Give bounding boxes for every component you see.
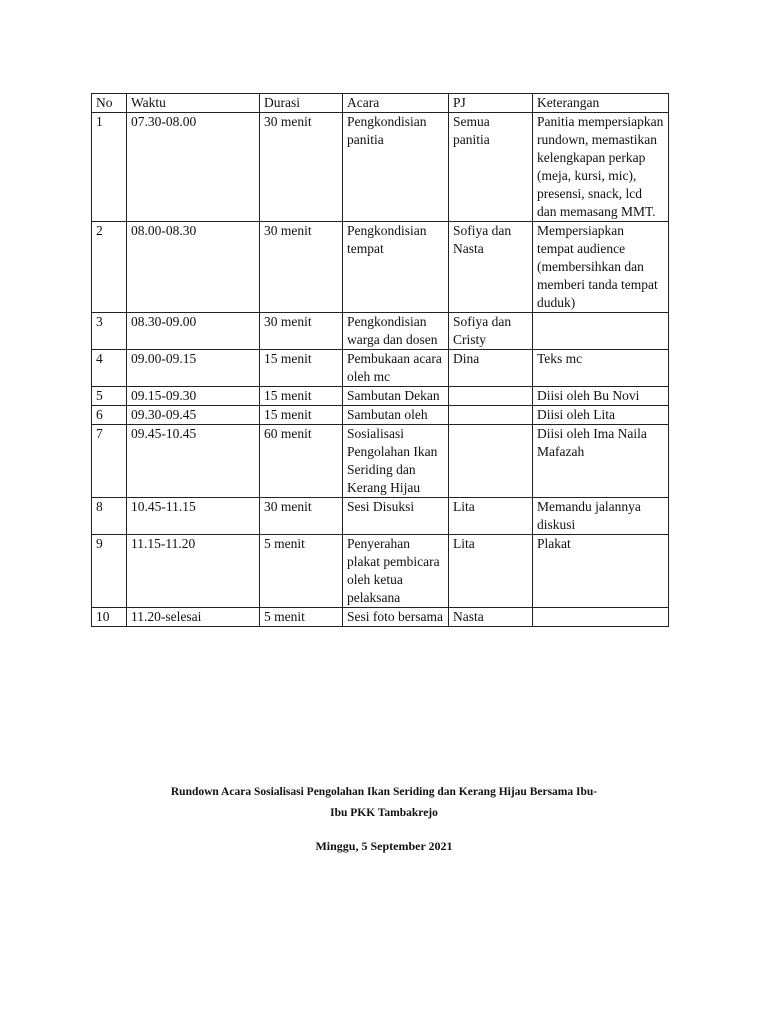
cell-acara: Pembukaan acara oleh mc bbox=[343, 350, 449, 387]
cell-acara: Penyerahan plakat pembicara oleh ketua pelaksana bbox=[343, 535, 449, 608]
cell-pj bbox=[449, 387, 533, 406]
cell-acara: Sambutan oleh bbox=[343, 406, 449, 425]
cell-waktu: 10.45-11.15 bbox=[127, 498, 260, 535]
cell-keterangan: Memandu jalannya diskusi bbox=[533, 498, 669, 535]
header-waktu: Waktu bbox=[127, 94, 260, 113]
table-row bbox=[92, 387, 669, 406]
cell-no: 7 bbox=[92, 425, 127, 498]
cell-keterangan bbox=[533, 608, 669, 627]
cell-waktu: 09.00-09.15 bbox=[127, 350, 260, 387]
rundown-table bbox=[91, 93, 669, 627]
cell-pj: Sofiya dan Nasta bbox=[449, 222, 533, 313]
table-row bbox=[92, 350, 669, 387]
table-row bbox=[92, 406, 669, 425]
caption-title-line-2: Ibu PKK Tambakrejo bbox=[330, 807, 438, 819]
cell-waktu: 09.45-10.45 bbox=[127, 425, 260, 498]
caption-date: Minggu, 5 September 2021 bbox=[315, 839, 453, 853]
cell-pj: Lita bbox=[449, 535, 533, 608]
header-pj: PJ bbox=[449, 94, 533, 113]
cell-keterangan bbox=[533, 313, 669, 350]
cell-acara: Sosialisasi Pengolahan Ikan Seriding dan Kerang Hijau bbox=[343, 425, 449, 498]
cell-pj: Dina bbox=[449, 350, 533, 387]
cell-keterangan: Diisi oleh Lita bbox=[533, 406, 669, 425]
cell-no: 8 bbox=[92, 498, 127, 535]
cell-acara: Pengkondisian warga dan dosen bbox=[343, 313, 449, 350]
cell-acara: Pengkondisian panitia bbox=[343, 113, 449, 222]
cell-waktu: 11.20-selesai bbox=[127, 608, 260, 627]
cell-no: 2 bbox=[92, 222, 127, 313]
table-row bbox=[92, 113, 669, 222]
table-header-row bbox=[92, 94, 669, 113]
table-row bbox=[92, 425, 669, 498]
cell-waktu: 11.15-11.20 bbox=[127, 535, 260, 608]
cell-waktu: 08.30-09.00 bbox=[127, 313, 260, 350]
header-no: No bbox=[92, 94, 127, 113]
cell-pj bbox=[449, 406, 533, 425]
table-row bbox=[92, 535, 669, 608]
cell-no: 9 bbox=[92, 535, 127, 608]
cell-no: 6 bbox=[92, 406, 127, 425]
cell-durasi: 60 menit bbox=[260, 425, 343, 498]
table-row bbox=[92, 498, 669, 535]
cell-waktu: 09.15-09.30 bbox=[127, 387, 260, 406]
cell-keterangan: Mempersiapkan tempat audience (membersihkan dan memberi tanda tempat duduk) bbox=[533, 222, 669, 313]
cell-keterangan: Diisi oleh Ima Naila Mafazah bbox=[533, 425, 669, 498]
caption-title-line-1: Rundown Acara Sosialisasi Pengolahan Ikan Seriding dan Kerang Hijau Bersama Ibu- bbox=[170, 786, 598, 798]
cell-acara: Sambutan Dekan bbox=[343, 387, 449, 406]
table-row bbox=[92, 608, 669, 627]
cell-durasi: 15 menit bbox=[260, 387, 343, 406]
table-row bbox=[92, 313, 669, 350]
cell-durasi: 30 menit bbox=[260, 498, 343, 535]
cell-durasi: 30 menit bbox=[260, 313, 343, 350]
cell-waktu: 08.00-08.30 bbox=[127, 222, 260, 313]
cell-keterangan: Diisi oleh Bu Novi bbox=[533, 387, 669, 406]
cell-pj: Nasta bbox=[449, 608, 533, 627]
cell-no: 4 bbox=[92, 350, 127, 387]
header-durasi: Durasi bbox=[260, 94, 343, 113]
cell-keterangan: Panitia mempersiapkan rundown, memastikan kelengkapan perkap (meja, kursi, mic), presensi, snack, lcd dan memasang MMT. bbox=[533, 113, 669, 222]
header-acara: Acara bbox=[343, 94, 449, 113]
cell-durasi: 30 menit bbox=[260, 222, 343, 313]
cell-keterangan: Plakat bbox=[533, 535, 669, 608]
header-keterangan: Keterangan bbox=[533, 94, 669, 113]
cell-durasi: 15 menit bbox=[260, 406, 343, 425]
cell-pj: Sofiya dan Cristy bbox=[449, 313, 533, 350]
cell-durasi: 5 menit bbox=[260, 608, 343, 627]
cell-waktu: 09.30-09.45 bbox=[127, 406, 260, 425]
cell-no: 10 bbox=[92, 608, 127, 627]
cell-durasi: 15 menit bbox=[260, 350, 343, 387]
cell-acara: Sesi foto bersama bbox=[343, 608, 449, 627]
cell-waktu: 07.30-08.00 bbox=[127, 113, 260, 222]
cell-acara: Pengkondisian tempat bbox=[343, 222, 449, 313]
cell-no: 5 bbox=[92, 387, 127, 406]
cell-pj: Lita bbox=[449, 498, 533, 535]
table-row bbox=[92, 222, 669, 313]
cell-durasi: 30 menit bbox=[260, 113, 343, 222]
cell-pj bbox=[449, 425, 533, 498]
cell-no: 3 bbox=[92, 313, 127, 350]
cell-durasi: 5 menit bbox=[260, 535, 343, 608]
cell-pj: Semua panitia bbox=[449, 113, 533, 222]
cell-keterangan: Teks mc bbox=[533, 350, 669, 387]
cell-acara: Sesi Disuksi bbox=[343, 498, 449, 535]
cell-no: 1 bbox=[92, 113, 127, 222]
